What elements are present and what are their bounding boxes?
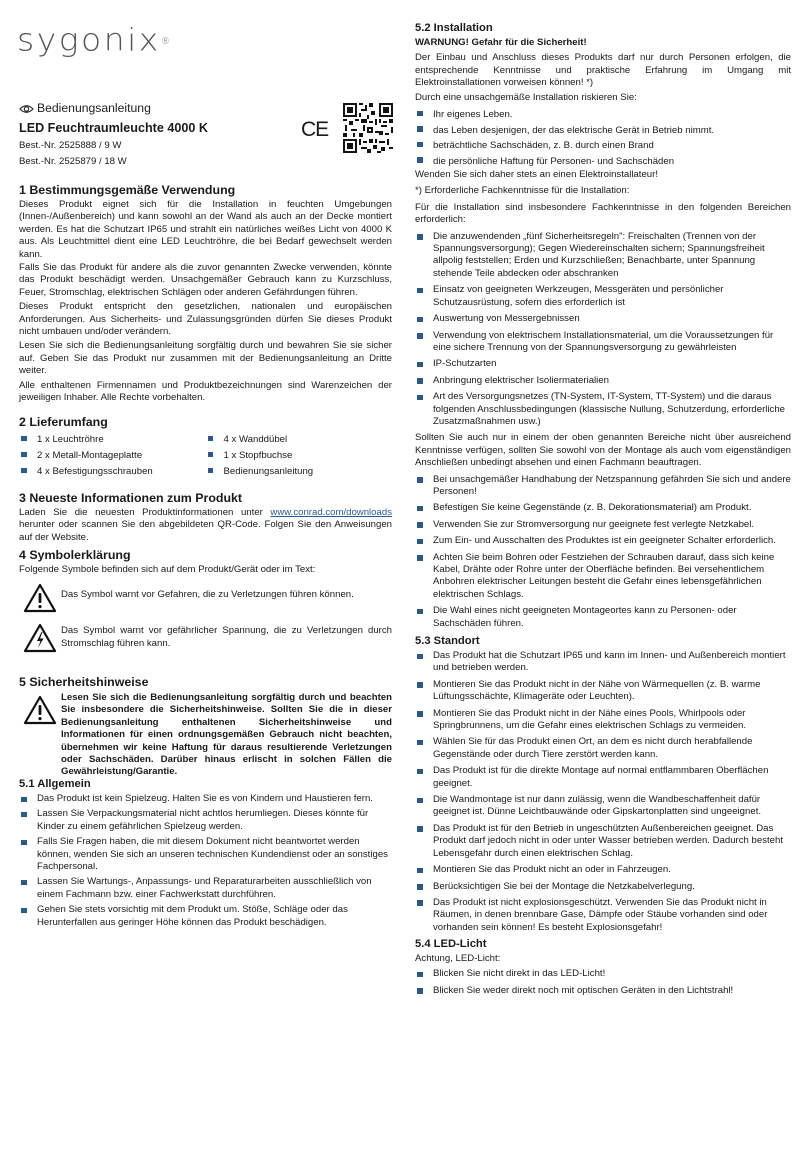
paragraph: Laden Sie die neuesten Produktinformationen unter www.conrad.com/downloads herunter oder scannen Sie den abgebildeten QR-Code. Folgen Sie den Anweisungen auf der Website. <box>19 507 392 543</box>
list-item: 1 x Leuchtröhre <box>19 432 206 448</box>
list-item: Achten Sie beim Bohren oder Festziehen der Schrauben darauf, dass sich keine Kabel, Drähte oder Rohre unter der Oberfläche befinden. Bei versehentlichem Anbohren elektrischer Leitungen besteht die Gefahr eines lebensgefährlichen elektrischen Schlags. <box>415 552 791 602</box>
list-item: Blicken Sie nicht direkt in das LED-Licht! <box>415 968 791 980</box>
manual-label: Bedienungsanleitung <box>19 101 151 116</box>
led-list <box>415 968 791 997</box>
section-scope-of-delivery <box>19 415 392 480</box>
list-item: Die Wahl eines nicht geeigneten Montageortes kann zu Personen- oder Sachschäden führen. <box>415 605 791 630</box>
downloads-link[interactable]: www.conrad.com/downloads <box>270 507 392 518</box>
section-latest-info <box>19 491 392 544</box>
list-item: Einsatz von geeigneten Werkzeugen, Messgeräten und persönlicher Schutzausrüstung, sofern dies erforderlich ist <box>415 284 791 309</box>
paragraph: Alle enthaltenen Firmennamen und Produktbezeichnungen sind Warenzeichen der jeweiligen Inhaber. Alle Rechte vorbehalten. <box>19 379 392 404</box>
list-item: Montieren Sie das Produkt nicht in der Nähe eines Pools, Whirlpools oder Springbrunnens, um die Gefahr eines elektrischen Schlags zu vermeiden. <box>415 708 791 733</box>
list-item: Gehen Sie stets vorsichtig mit dem Produkt um. Stöße, Schläge oder das Herunterfallen aus geringer Höhe können das Produkt beschädigen. <box>19 904 392 929</box>
section-intended-use <box>19 183 392 405</box>
list-item: die persönliche Haftung für Personen- und Sachschäden <box>415 154 791 170</box>
qr-code-icon[interactable] <box>343 103 393 153</box>
list-item: Montieren Sie das Produkt nicht an oder in Fahrzeugen. <box>415 864 791 876</box>
paragraph: Wenden Sie sich daher stets an einen Elektroinstallateur! <box>415 169 659 181</box>
section-installation <box>415 21 791 630</box>
section-led-light <box>415 937 791 997</box>
list-item: Auswertung von Messergebnissen <box>415 313 791 325</box>
list-item: Das Produkt ist für die direkte Montage auf normal entflammbaren Oberflächen geeignet. <box>415 765 791 790</box>
list-item: 4 x Wanddübel <box>206 432 393 448</box>
section-heading: 1 Bestimmungsgemäße Verwendung <box>19 183 236 197</box>
list-item: Lassen Sie Verpackungsmaterial nicht achtlos herumliegen. Dieses könnte für Kinder zu einem gefährlichen Spielzeug werden. <box>19 808 392 833</box>
section-heading: 5 Sicherheitshinweise <box>19 675 149 689</box>
list-item: Wählen Sie für das Produkt einen Ort, an dem es nicht durch herabfallende Gegenstände oder durch Tiere zerstört werden kann. <box>415 736 791 761</box>
symbol-row-warning <box>19 583 392 613</box>
section-heading: 5.1 Allgemein <box>19 778 91 790</box>
skills-list <box>415 231 791 429</box>
list-item: 4 x Befestigungsschrauben <box>19 464 206 480</box>
list-item: beträchtliche Sachschäden, z. B. durch einen Brand <box>415 138 791 154</box>
symbol-description: Das Symbol warnt vor gefährlicher Spannung, die zu Verletzungen durch Stromschlag führen kann. <box>61 625 392 649</box>
list-item: Verwenden Sie zur Stromversorgung nur geeignete fest verlegte Netzkabel. <box>415 519 791 531</box>
section-heading: 5.2 Installation <box>415 22 493 34</box>
warning-triangle-icon <box>19 583 61 613</box>
list-item: Lassen Sie Wartungs-, Anpassungs- und Reparaturarbeiten ausschließlich von einem Fachmann bzw. einer Fachwerkstatt durchführen. <box>19 876 392 901</box>
paragraph: Lesen Sie sich die Bedienungsanleitung sorgfältig durch und bewahren Sie sie sicher auf. Geben Sie das Produkt nur zusammen mit der Bedienungsanleitung an Dritte weiter. <box>19 340 392 377</box>
paragraph: Dieses Produkt entspricht den gesetzlichen, nationalen und europäischen Anforderungen. Aus Sicherheits- und Zulassungsgründen dürfen Sie dieses Produkt nicht umbauen und/oder verändern. <box>19 301 392 338</box>
paragraph: Durch eine unsachgemäße Installation riskieren Sie: <box>415 91 637 103</box>
list-item: Das Produkt ist kein Spielzeug. Halten Sie es von Kindern und Haustieren fern. <box>19 793 392 805</box>
risk-list <box>415 107 791 169</box>
paragraph: *) Erforderliche Fachkenntnisse für die Installation: <box>415 185 630 197</box>
paragraph: Der Einbau und Anschluss dieses Produkts darf nur durch Personen erfolgen, die entsprechende Kenntnisse und praktische Erfahrung im Umgang mit Elektroinstallationen vorweisen können! *) <box>415 52 791 89</box>
high-voltage-icon <box>19 623 61 653</box>
section-symbols <box>19 548 392 653</box>
list-item: 2 x Metall-Montageplatte <box>19 448 206 464</box>
section-safety <box>19 675 392 779</box>
installation-notes-list <box>415 474 791 630</box>
section-location <box>415 634 791 934</box>
section-heading: 2 Lieferumfang <box>19 415 108 429</box>
paragraph: Folgende Symbole befinden sich auf dem Produkt/Gerät oder im Text: <box>19 564 316 575</box>
paragraph: Sollten Sie auch nur in einem der oben genannten Bereiche nicht über ausreichend Kenntnisse verfügen, sollten Sie sowohl von der Montage als auch vom eigenständigen Anschließen unbedingt absehen und einen Fachmann beauftragen. <box>415 432 791 469</box>
list-item: IP-Schutzarten <box>415 358 791 370</box>
paragraph: Falls Sie das Produkt für andere als die zuvor genannten Zwecke verwenden, könnte das Produkt beschädigt werden. Unsachgemäßer Gebrauch kann zu Kurzschluss, Feuer, Stromschlag, elektrischen Schlägen oder anderen Gefährdungen führen. <box>19 262 392 298</box>
brand-logo: sygonix® <box>17 21 170 59</box>
symbol-row-voltage <box>19 623 392 653</box>
ce-mark: CE <box>301 118 329 141</box>
installation-warning: WARNUNG! Gefahr für die Sicherheit! <box>415 37 587 48</box>
symbol-description: Das Symbol warnt vor Gefahren, die zu Verletzungen führen können. <box>61 589 354 601</box>
section-general <box>19 777 392 929</box>
section-heading: 5.3 Standort <box>415 635 480 647</box>
list-item: Zum Ein- und Ausschalten des Produktes ist ein geeigneter Schalter erforderlich. <box>415 535 791 547</box>
warning-triangle-icon <box>19 695 61 725</box>
paragraph: Achtung, LED-Licht: <box>415 953 501 964</box>
list-item: Bei unsachgemäßer Handhabung der Netzspannung gefährden Sie sich und andere Personen! <box>415 474 791 499</box>
delivery-list-left <box>19 432 206 480</box>
section-heading: 5.4 LED-Licht <box>415 938 487 950</box>
general-list <box>19 793 392 929</box>
product-title: LED Feuchtraumleuchte 4000 K <box>19 121 208 135</box>
location-list <box>415 650 791 934</box>
section-heading: 3 Neueste Informationen zum Produkt <box>19 491 243 505</box>
list-item: Anbringung elektrischer Isoliermaterialien <box>415 375 791 387</box>
delivery-list-right <box>206 432 393 480</box>
list-item: Verwendung von elektrischem Installationsmaterial, um die Voraussetzungen für eine sichere Trennung von der Spannungsversorgung zu gewährleisten <box>415 330 791 355</box>
list-item: Falls Sie Fragen haben, die mit diesem Dokument nicht beantwortet werden können, wenden Sie sich an unseren technischen Kundendienst oder an sonstiges Fachpersonal. <box>19 836 392 873</box>
section-heading: 4 Symbolerklärung <box>19 548 131 562</box>
list-item: Das Produkt hat die Schutzart IP65 und kann im Innen- und Außenbereich montiert und betrieben werden. <box>415 650 791 675</box>
order-number-9w: Best.-Nr. 2525888 / 9 W <box>19 140 122 151</box>
order-number-18w: Best.-Nr. 2525879 / 18 W <box>19 156 127 167</box>
list-item: Bedienungsanleitung <box>206 464 393 480</box>
list-item: Befestigen Sie keine Gegenstände (z. B. Dekorationsmaterial) am Produkt. <box>415 502 791 514</box>
list-item: 1 x Stopfbuchse <box>206 448 393 464</box>
paragraph: Dieses Produkt eignet sich für die Installation in feuchten Umgebungen (Innen-/Außenbereich) und kann sowohl an der Wand als auch an der Decke montiert werden. Es hat die Schutzart IP65 und strahlt ein natürliches weißes Licht von 4000 K aus. Als Leuchtmittel dient eine LED Leuchtröhre, die bei Bedarf gewechselt werden kann. <box>19 199 392 260</box>
list-item: das Leben desjenigen, der das elektrische Gerät in Betrieb nimmt. <box>415 123 791 139</box>
list-item: Blicken Sie weder direkt noch mit optischen Geräten in den Lichtstrahl! <box>415 985 791 997</box>
list-item: Das Produkt ist für den Betrieb in ungeschützten Außenbereichen geeignet. Das Produkt darf jedoch nicht in oder unter Wasser betrieben werden. Dadurch besteht Lebensgefahr durch einen elektrischen Schlag. <box>415 823 791 860</box>
list-item: Die Wandmontage ist nur dann zulässig, wenn die Wandbeschaffenheit dafür geeignet ist. Dünne Leichtbauwände oder Gipskartonplatten sind ungeeignet. <box>415 794 791 819</box>
safety-warning-text: Lesen Sie sich die Bedienungsanleitung sorgfältig durch und beachten Sie insbesondere die Sicherheitshinweise. Sollten Sie die in dieser Bedienungsanleitung enthaltenen Sicherheitshinweise und Informationen für einen ordnungsgemäßen Gebrauch nicht beachten, übernehmen wir keine Haftung für daraus resultierende Verletzungen oder Sachschäden. Darüber hinaus erlischt in solchen Fällen die Gewährleistung/Garantie. <box>61 692 392 778</box>
list-item: Das Produkt ist nicht explosionsgeschützt. Verwenden Sie das Produkt nicht in Räumen, in denen brennbare Gase, Dämpfe oder Stäube vorhanden sind oder vorhanden sein können! Es besteht Explosionsgefahr! <box>415 897 791 934</box>
list-item: Art des Versorgungsnetzes (TN-System, IT-System, TT-System) und die daraus folgenden Anschlussbedingungen (klassische Nullung, Schutzerdung, erforderliche Zusatzmaßnahmen usw.) <box>415 391 791 428</box>
list-item: Die anzuwendenden „fünf Sicherheitsregeln": Freischalten (Trennen von der Spannungsversorgung); Gegen Wiedereinschalten sichern; Spannungsfreiheit allpolig feststellen; Erden und Kurzschließen; Benachbarte, unter Spannung stehende Teile abdecken oder abschranken <box>415 231 791 281</box>
list-item: Montieren Sie das Produkt nicht in der Nähe von Wärmequellen (z. B. warme Lüftungsschächte, Klimageräte oder Leuchten). <box>415 679 791 704</box>
eye-icon <box>19 104 34 114</box>
list-item: Berücksichtigen Sie bei der Montage die Netzkabelverlegung. <box>415 881 791 893</box>
paragraph: Für die Installation sind insbesondere Fachkenntnisse in den folgenden Bereichen erforderlich: <box>415 201 791 226</box>
list-item: Ihr eigenes Leben. <box>415 107 791 123</box>
